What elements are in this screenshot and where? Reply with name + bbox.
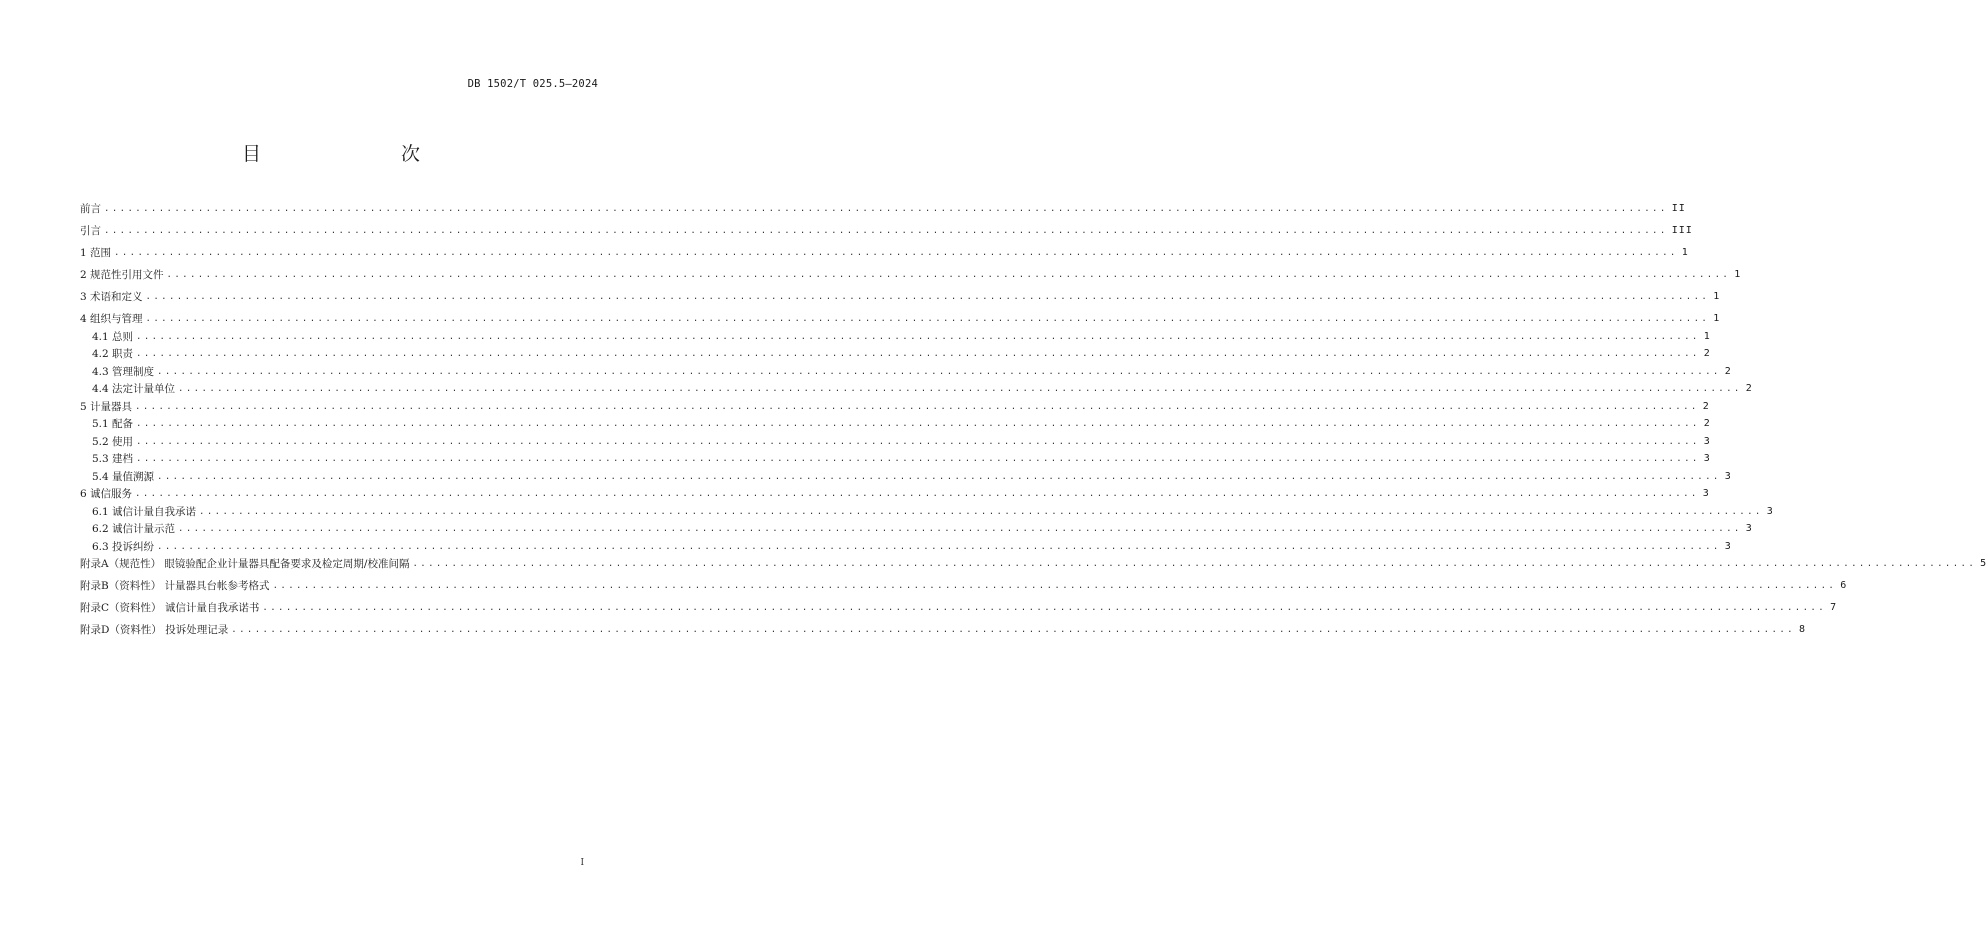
toc-entry[interactable] bbox=[80, 311, 1721, 327]
toc-entry-page: 3 bbox=[1724, 540, 1732, 552]
toc-entry[interactable] bbox=[80, 578, 1848, 594]
toc-dot-leader: ........................................................................................................................................................................................................ bbox=[135, 489, 1699, 499]
toc-dot-leader: ........................................................................................................................................................................................................ bbox=[262, 603, 1827, 613]
toc-entry-label: 前言 bbox=[80, 203, 101, 215]
toc-entry[interactable] bbox=[80, 267, 1742, 283]
toc-dot-leader: ........................................................................................................................................................................................................ bbox=[157, 366, 1721, 377]
toc-entry[interactable] bbox=[92, 504, 1774, 520]
toc-entry-page: 6 bbox=[1840, 580, 1848, 591]
toc-entry[interactable] bbox=[80, 245, 1689, 261]
toc-entry-label: 3 术语和定义 bbox=[80, 291, 143, 303]
toc-entry-page: 1 bbox=[1681, 247, 1689, 258]
toc-entry-page: 2 bbox=[1724, 365, 1732, 377]
toc-entry[interactable] bbox=[92, 451, 1711, 467]
toc-entry-page: II bbox=[1671, 203, 1686, 214]
toc-dot-leader: ........................................................................................................................................................................................................ bbox=[135, 401, 1699, 412]
toc-title: 目 次 bbox=[241, 143, 454, 165]
toc-entry-page: 3 bbox=[1702, 488, 1710, 499]
toc-entry-label: 4.3 管理制度 bbox=[92, 365, 155, 378]
toc-entry[interactable] bbox=[92, 434, 1711, 450]
toc-dot-leader: ........................................................................................................................................................................................................ bbox=[199, 506, 1763, 517]
toc-dot-leader: ........................................................................................................................................................................................................ bbox=[178, 524, 1742, 534]
toc-entry-label: 附录C（资料性） 诚信计量自我承诺书 bbox=[80, 602, 260, 614]
toc-dot-leader: ........................................................................................................................................................................................................ bbox=[136, 454, 1700, 464]
toc-entry-label: 6 诚信服务 bbox=[80, 488, 133, 500]
toc-dot-leader: ........................................................................................................................................................................................................ bbox=[166, 270, 1731, 280]
toc-entry-page: 2 bbox=[1745, 383, 1753, 394]
toc-entry[interactable] bbox=[92, 521, 1753, 537]
toc-entry-label: 4.2 职责 bbox=[92, 348, 134, 360]
toc-entry-label: 4 组织与管理 bbox=[80, 313, 143, 325]
toc-entry-label: 6.2 诚信计量示范 bbox=[92, 523, 176, 535]
toc-entry[interactable] bbox=[80, 223, 1693, 239]
standard-code: DB 1502/T 025.5—2024 bbox=[467, 78, 598, 90]
toc-entry-page: 3 bbox=[1766, 505, 1774, 517]
toc-entry-page: 3 bbox=[1703, 435, 1711, 447]
toc-entry-label: 5 计量器具 bbox=[80, 400, 133, 413]
toc-entry[interactable] bbox=[92, 364, 1732, 380]
toc-dot-leader: ........................................................................................................................................................................................................ bbox=[157, 541, 1721, 552]
toc-dot-leader: ........................................................................................................................................................................................................ bbox=[136, 331, 1700, 342]
toc-entry-label: 5.2 使用 bbox=[92, 435, 134, 448]
toc-dot-leader: ........................................................................................................................................................................................................ bbox=[114, 248, 1678, 258]
toc-entry-label: 2 规范性引用文件 bbox=[80, 269, 164, 281]
toc-entry-page: 3 bbox=[1724, 470, 1732, 482]
toc-dot-leader: ........................................................................................................................................................................................................ bbox=[136, 419, 1700, 429]
toc-entry-label: 4.1 总则 bbox=[92, 330, 134, 343]
toc-dot-leader: ........................................................................................................................................................................................................ bbox=[136, 349, 1700, 359]
toc-entry-page: 1 bbox=[1703, 330, 1711, 342]
toc-entry[interactable] bbox=[80, 622, 1806, 638]
toc-dot-leader: ........................................................................................................................................................................................................ bbox=[272, 581, 1837, 591]
toc-dot-leader: ........................................................................................................................................................................................................ bbox=[412, 559, 1977, 569]
toc-entry-label: 5.1 配备 bbox=[92, 418, 134, 430]
toc-entry[interactable] bbox=[80, 399, 1710, 415]
toc-entry[interactable] bbox=[92, 381, 1753, 397]
toc-entry-label: 附录A（规范性） 眼镜验配企业计量器具配备要求及检定周期/校准间隔 bbox=[80, 558, 410, 570]
toc-entry[interactable] bbox=[92, 329, 1711, 345]
toc-entry-page: 3 bbox=[1703, 453, 1711, 464]
toc-entry[interactable] bbox=[80, 289, 1721, 305]
toc-entry-page: 2 bbox=[1702, 400, 1710, 412]
toc-entry-page: 2 bbox=[1703, 418, 1711, 429]
toc-entry-label: 附录D（资料性） 投诉处理记录 bbox=[80, 624, 229, 636]
toc-entry-label: 附录B（资料性） 计量器具台帐参考格式 bbox=[80, 580, 270, 592]
toc-dot-leader: ........................................................................................................................................................................................................ bbox=[145, 292, 1710, 302]
toc-entry[interactable] bbox=[80, 201, 1686, 217]
toc-entry-page: 1 bbox=[1713, 291, 1721, 302]
toc-entry[interactable] bbox=[92, 539, 1732, 555]
toc-entry-page: 3 bbox=[1745, 523, 1753, 534]
toc-entry-page: 8 bbox=[1798, 624, 1806, 635]
toc-dot-leader: ........................................................................................................................................................................................................ bbox=[157, 471, 1721, 482]
toc-entry-page: 5 bbox=[1980, 558, 1987, 569]
toc-dot-leader: ........................................................................................................................................................................................................ bbox=[104, 226, 1668, 236]
toc-entry-label: 4.4 法定计量单位 bbox=[92, 383, 176, 395]
toc-entry[interactable] bbox=[92, 346, 1711, 362]
toc-dot-leader: ........................................................................................................................................................................................................ bbox=[145, 314, 1710, 324]
toc-dot-leader: ........................................................................................................................................................................................................ bbox=[178, 384, 1742, 394]
toc-entry-page: 7 bbox=[1830, 602, 1838, 613]
footer-page-number: I bbox=[580, 858, 584, 868]
toc-entry-label: 5.4 量值溯源 bbox=[92, 470, 155, 483]
toc-entry[interactable] bbox=[80, 486, 1710, 502]
toc-dot-leader: ........................................................................................................................................................................................................ bbox=[136, 436, 1700, 447]
toc-entry-page: 2 bbox=[1703, 348, 1711, 359]
toc-entry-page: 1 bbox=[1734, 269, 1742, 280]
toc-entry-label: 引言 bbox=[80, 225, 101, 237]
toc-entry[interactable] bbox=[80, 556, 1987, 572]
toc-entry-label: 1 范围 bbox=[80, 247, 112, 259]
toc-dot-leader: ........................................................................................................................................................................................................ bbox=[231, 625, 1795, 635]
toc-entry[interactable] bbox=[92, 416, 1711, 432]
toc-entry-label: 6.3 投诉纠纷 bbox=[92, 540, 155, 553]
toc-entry-label: 5.3 建档 bbox=[92, 453, 134, 465]
toc-entry-label: 6.1 诚信计量自我承诺 bbox=[92, 505, 197, 518]
toc-dot-leader: ........................................................................................................................................................................................................ bbox=[104, 204, 1668, 214]
toc-entry-page: 1 bbox=[1713, 313, 1721, 324]
toc-entry[interactable] bbox=[80, 600, 1838, 616]
toc-entry[interactable] bbox=[92, 469, 1732, 485]
toc-entry-page: III bbox=[1671, 225, 1693, 236]
